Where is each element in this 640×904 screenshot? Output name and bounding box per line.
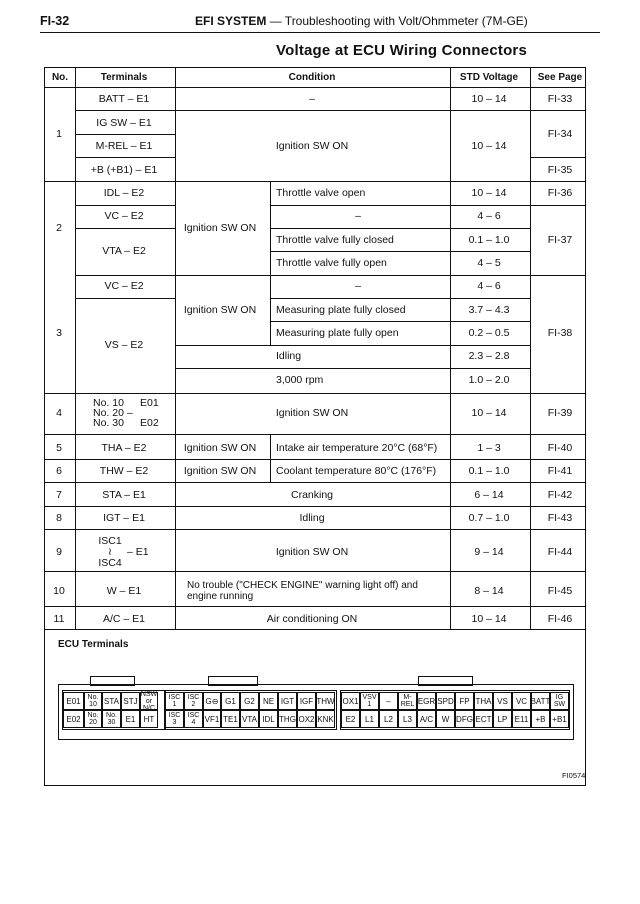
row9-terminal-tilde: ≀ bbox=[108, 546, 112, 558]
ecu-terminal-pin: STJ bbox=[121, 692, 140, 710]
row10-condition-a: No trouble ("CHECK ENGINE" warning light off) and bbox=[187, 580, 418, 591]
table-rule bbox=[175, 368, 530, 369]
row1-see-b: FI-34 bbox=[547, 128, 573, 140]
ecu-terminal-pin: E1 bbox=[121, 710, 140, 728]
ecu-terminal-pin: G1 bbox=[221, 692, 240, 710]
ecu-terminal-pin: E01 bbox=[63, 692, 84, 710]
ecu-terminal-pin: IDL bbox=[259, 710, 278, 728]
row10-see: FI-45 bbox=[547, 585, 573, 597]
ecu-terminal-pin: E2 bbox=[341, 710, 360, 728]
row6-see: FI-41 bbox=[547, 465, 573, 477]
ecu-terminal-pin: +B bbox=[531, 710, 550, 728]
table-rule bbox=[270, 275, 271, 345]
row3-std-c: 0.2 – 0.5 bbox=[468, 327, 510, 339]
figure-code: FI0574 bbox=[562, 771, 586, 780]
ecu-terminal-pin: HT bbox=[140, 710, 158, 728]
ecu-terminal-pin: THW bbox=[316, 692, 335, 710]
ecu-terminal-pin: FP bbox=[455, 692, 474, 710]
row10-condition-b: engine running bbox=[187, 591, 254, 602]
row4-see: FI-39 bbox=[547, 407, 573, 419]
ecu-terminal-pin: +B1 bbox=[550, 710, 569, 728]
ecu-terminal-pin: DFG bbox=[455, 710, 474, 728]
connector-key-tab bbox=[418, 676, 473, 686]
col-header-see-page: See Page bbox=[537, 72, 583, 83]
ecu-terminal-pin: LP bbox=[493, 710, 512, 728]
row5-number: 5 bbox=[56, 442, 62, 454]
row2-terminal-vc: VC – E2 bbox=[104, 210, 144, 222]
row3-number: 3 bbox=[56, 327, 62, 339]
table-rule bbox=[450, 67, 451, 630]
ecu-terminal-pin: No. 30 bbox=[102, 710, 121, 728]
row8-condition: Idling bbox=[299, 512, 325, 524]
connector-key-tab bbox=[208, 676, 258, 686]
ecu-terminal-pin: ECT bbox=[474, 710, 493, 728]
row3-sub-a: – bbox=[355, 280, 361, 292]
table-rule bbox=[44, 459, 586, 460]
table-rule bbox=[530, 205, 586, 206]
row4-terminal-e02: E02 bbox=[140, 417, 159, 429]
row9-std: 9 – 14 bbox=[474, 546, 504, 558]
header-title bbox=[195, 14, 528, 28]
table-rule bbox=[270, 275, 530, 276]
table-rule bbox=[44, 434, 586, 435]
row3-std-b: 3.7 – 4.3 bbox=[468, 304, 510, 316]
table-rule bbox=[75, 157, 175, 158]
ecu-terminal-pin: VF1 bbox=[203, 710, 221, 728]
table-rule bbox=[530, 157, 586, 158]
ecu-terminal-pin: No. 10 bbox=[84, 692, 102, 710]
ecu-terminal-pin: ISC 4 bbox=[184, 710, 203, 728]
row1-see-a: FI-33 bbox=[547, 93, 573, 105]
row1-terminal-igsw: IG SW – E1 bbox=[96, 117, 152, 129]
table-rule bbox=[270, 434, 271, 482]
ecu-terminal-pin: IG SW bbox=[550, 692, 569, 710]
ecu-terminal-pin: IGT bbox=[278, 692, 297, 710]
ecu-terminal-pin: W bbox=[436, 710, 455, 728]
row3-terminal-vc: VC – E2 bbox=[104, 280, 144, 292]
row2-std-c: 0.1 – 1.0 bbox=[468, 234, 510, 246]
row3-see: FI-38 bbox=[547, 327, 573, 339]
row3-sub-c: Measuring plate fully open bbox=[276, 327, 399, 339]
row2-sub-b: – bbox=[355, 210, 361, 222]
row11-terminal: A/C – E1 bbox=[102, 613, 146, 625]
row9-terminal-isc1: ISC1 bbox=[98, 535, 122, 547]
row1-std-b: 10 – 14 bbox=[471, 140, 507, 152]
row11-see: FI-46 bbox=[547, 613, 573, 625]
row1-terminal-b: +B (+B1) – E1 bbox=[90, 164, 158, 176]
row5-condition-sub: Intake air temperature 20°C (68°F) bbox=[276, 442, 438, 454]
row6-condition-main: Ignition SW ON bbox=[183, 465, 257, 477]
row1-terminal-mrel: M-REL – E1 bbox=[95, 140, 153, 152]
row3-terminal-vs: VS – E2 bbox=[104, 339, 144, 351]
table-rule bbox=[270, 181, 271, 275]
section-name: EFI SYSTEM bbox=[195, 14, 267, 28]
ecu-terminal-pin: L1 bbox=[360, 710, 379, 728]
row2-terminal-vta: VTA – E2 bbox=[102, 245, 146, 257]
row3-condition-main: Ignition SW ON bbox=[183, 304, 257, 316]
ecu-terminal-pin: BATT bbox=[531, 692, 550, 710]
row7-std: 6 – 14 bbox=[474, 489, 504, 501]
ecu-terminal-pin: M- REL bbox=[398, 692, 417, 710]
ecu-terminal-pin: G⊖ bbox=[203, 692, 221, 710]
col-header-terminals: Terminals bbox=[100, 72, 148, 83]
table-rule bbox=[44, 393, 586, 394]
row7-condition: Cranking bbox=[290, 489, 334, 501]
col-header-condition: Condition bbox=[288, 72, 336, 83]
ecu-terminal-pin: THA bbox=[474, 692, 493, 710]
ecu-terminal-pin: ISC 2 bbox=[184, 692, 203, 710]
table-rule bbox=[44, 606, 586, 607]
row3-sub-d: Idling bbox=[276, 350, 302, 362]
row8-std: 0.7 – 1.0 bbox=[468, 512, 510, 524]
row4-condition: Ignition SW ON bbox=[275, 407, 349, 419]
table-rule bbox=[270, 298, 530, 299]
row11-std: 10 – 14 bbox=[471, 613, 507, 625]
row7-see: FI-42 bbox=[547, 489, 573, 501]
table-rule bbox=[175, 345, 530, 346]
row7-terminal: STA – E1 bbox=[102, 489, 146, 501]
row3-std-a: 4 – 6 bbox=[477, 280, 501, 292]
row2-sub-c: Throttle valve fully closed bbox=[276, 234, 394, 246]
row3-sub-b: Measuring plate fully closed bbox=[276, 304, 406, 316]
row4-terminal-e01: E01 bbox=[140, 397, 159, 409]
col-header-no: No. bbox=[51, 72, 69, 83]
ecu-terminal-pin: NSW or N/C bbox=[140, 690, 158, 712]
row3-std-d: 2.3 – 2.8 bbox=[468, 350, 510, 362]
table-rule bbox=[175, 275, 270, 276]
row2-std-b: 4 – 6 bbox=[477, 210, 501, 222]
table-rule bbox=[75, 275, 175, 276]
row1-see-c: FI-35 bbox=[547, 164, 573, 176]
table-rule bbox=[75, 298, 175, 299]
ecu-terminal-pin: E11 bbox=[512, 710, 531, 728]
ecu-terminal-pin: VSV 1 bbox=[360, 692, 379, 710]
row8-terminal: IGT – E1 bbox=[103, 512, 145, 524]
row6-std: 0.1 – 1.0 bbox=[468, 465, 510, 477]
row6-number: 6 bbox=[56, 465, 62, 477]
section-subtitle: — Troubleshooting with Volt/Ohmmeter (7M-GE) bbox=[269, 14, 528, 28]
row1-condition-ignition: Ignition SW ON bbox=[275, 140, 349, 152]
ecu-terminal-pin: THG bbox=[278, 710, 297, 728]
table-rule bbox=[44, 181, 586, 182]
ecu-terminal-pin: NE bbox=[259, 692, 278, 710]
row6-terminal: THW – E2 bbox=[99, 465, 149, 477]
ecu-terminal-pin: IGF bbox=[297, 692, 316, 710]
row10-std: 8 – 14 bbox=[474, 585, 504, 597]
row3-sub-e: 3,000 rpm bbox=[276, 374, 324, 386]
row4-number: 4 bbox=[56, 407, 62, 419]
row4-terminal-no20: No. 20 – bbox=[93, 407, 133, 419]
table-rule bbox=[44, 482, 586, 483]
ecu-terminal-pin: OX2 bbox=[297, 710, 316, 728]
row2-std-d: 4 – 5 bbox=[477, 257, 501, 269]
row5-condition-main: Ignition SW ON bbox=[183, 442, 257, 454]
ecu-terminal-pin: VTA bbox=[240, 710, 259, 728]
row5-terminal: THA – E2 bbox=[101, 442, 147, 454]
row2-see-a: FI-36 bbox=[547, 187, 573, 199]
row11-condition: Air conditioning ON bbox=[266, 613, 358, 625]
row1-terminal-batt: BATT – E1 bbox=[98, 93, 150, 105]
table-rule bbox=[44, 571, 586, 572]
ecu-terminal-pin: OX1 bbox=[341, 692, 360, 710]
ecu-terminal-pin: SPD bbox=[436, 692, 455, 710]
table-rule bbox=[75, 134, 175, 135]
row6-condition-sub: Coolant temperature 80°C (176°F) bbox=[276, 465, 437, 477]
row8-see: FI-43 bbox=[547, 512, 573, 524]
row2-condition-main: Ignition SW ON bbox=[183, 222, 257, 234]
row5-see: FI-40 bbox=[547, 442, 573, 454]
table-rule bbox=[270, 251, 530, 252]
row4-terminal-no30: No. 30 bbox=[93, 417, 124, 429]
table-rule bbox=[75, 110, 175, 111]
row1-std-a: 10 – 14 bbox=[471, 93, 507, 105]
row9-see: FI-44 bbox=[547, 546, 573, 558]
row1-condition-dash: – bbox=[309, 93, 315, 105]
col-header-std-voltage: STD Voltage bbox=[459, 72, 519, 83]
row2-std-a: 10 – 14 bbox=[471, 187, 507, 199]
ecu-terminal-pin: ISC 3 bbox=[165, 710, 184, 728]
table-rule bbox=[44, 506, 586, 507]
row10-number: 10 bbox=[53, 585, 65, 597]
row2-see-b: FI-37 bbox=[547, 234, 573, 246]
ecu-terminal-pin: KNK bbox=[316, 710, 335, 728]
ecu-terminals-label: ECU Terminals bbox=[58, 639, 129, 650]
ecu-terminal-pin: L3 bbox=[398, 710, 417, 728]
ecu-terminal-pin: VC bbox=[512, 692, 531, 710]
ecu-terminal-pin: – bbox=[379, 692, 398, 710]
ecu-terminal-pin: STA bbox=[102, 692, 121, 710]
ecu-terminal-pin: VS bbox=[493, 692, 512, 710]
row9-terminal-isc4: ISC4 bbox=[98, 557, 122, 569]
row9-terminal-e1: – E1 bbox=[127, 546, 149, 558]
row10-terminal: W – E1 bbox=[106, 585, 142, 597]
row1-number: 1 bbox=[56, 128, 62, 140]
ecu-terminal-pin: A/C bbox=[417, 710, 436, 728]
table-rule bbox=[530, 67, 531, 630]
row8-number: 8 bbox=[56, 512, 62, 524]
ecu-terminal-pin: TE1 bbox=[221, 710, 240, 728]
table-rule bbox=[530, 275, 586, 276]
table-rule bbox=[270, 228, 530, 229]
row2-terminal-idl: IDL – E2 bbox=[103, 187, 145, 199]
table-rule bbox=[44, 87, 586, 88]
page-title: Voltage at ECU Wiring Connectors bbox=[276, 42, 528, 59]
ecu-terminal-pin: EGR bbox=[417, 692, 436, 710]
table-rule bbox=[175, 67, 176, 630]
ecu-terminal-pin: ISC 1 bbox=[165, 692, 184, 710]
connector-key-tab bbox=[90, 676, 135, 686]
ecu-terminal-pin: No. 20 bbox=[84, 710, 102, 728]
table-rule bbox=[44, 529, 586, 530]
row9-number: 9 bbox=[56, 546, 62, 558]
ecu-terminal-pin: G2 bbox=[240, 692, 259, 710]
row11-number: 11 bbox=[53, 613, 65, 625]
ecu-terminal-pin: L2 bbox=[379, 710, 398, 728]
ecu-terminal-pin: E02 bbox=[63, 710, 84, 728]
row2-sub-d: Throttle valve fully open bbox=[276, 257, 387, 269]
row5-std: 1 – 3 bbox=[477, 442, 501, 454]
table-rule bbox=[75, 228, 175, 229]
row4-terminal-no10: No. 10 bbox=[93, 397, 124, 409]
table-rule bbox=[270, 321, 530, 322]
page-number: FI-32 bbox=[40, 14, 70, 28]
table-rule bbox=[75, 205, 175, 206]
row2-number: 2 bbox=[56, 222, 62, 234]
row7-number: 7 bbox=[56, 489, 62, 501]
page-header bbox=[40, 8, 600, 33]
row4-std: 10 – 14 bbox=[471, 407, 507, 419]
row3-std-e: 1.0 – 2.0 bbox=[468, 374, 510, 386]
table-rule bbox=[175, 110, 586, 111]
row2-sub-a: Throttle valve open bbox=[276, 187, 366, 199]
row9-condition: Ignition SW ON bbox=[275, 546, 349, 558]
table-rule bbox=[75, 67, 76, 630]
